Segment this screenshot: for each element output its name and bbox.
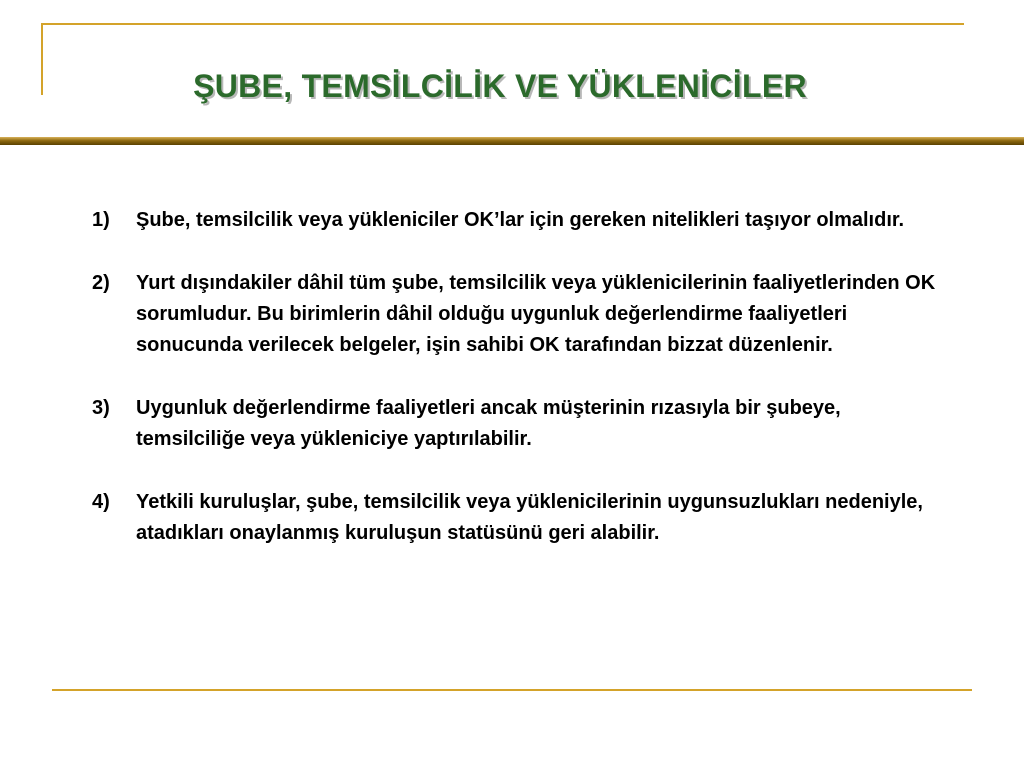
slide-title: ŞUBE, TEMSİLCİLİK VE YÜKLENİCİLER bbox=[193, 68, 807, 104]
corner-horizontal-line bbox=[41, 23, 964, 25]
list-item-1 bbox=[92, 205, 952, 236]
list-item-text: Yurt dışındakiler dâhil tüm şube, temsilcilik veya yüklenicilerinin faaliyetlerinden OK sorumludur. Bu birimlerin dâhil olduğu uygunluk değerlendirme faaliyetleri sonucunda verilecek belgeler, işin sahibi OK tarafından bizzat düzenlenir. bbox=[136, 272, 936, 356]
list-item-number: 3) bbox=[92, 397, 110, 419]
list-item-text: Uygunluk değerlendirme faaliyetleri ancak müşterinin rızasıyla bir şubeye, temsilciliğe veya yükleniciye yaptırılabilir. bbox=[136, 397, 841, 450]
list-item-number: 4) bbox=[92, 491, 110, 513]
list-item-2 bbox=[92, 268, 952, 361]
title-divider bbox=[0, 137, 1024, 145]
list-item-number: 1) bbox=[92, 209, 110, 231]
list-item-text: Yetkili kuruluşlar, şube, temsilcilik veya yüklenicilerinin uygunsuzlukları nedeniyle, atadıkları onaylanmış kuruluşun statüsünü geri alabilir. bbox=[136, 491, 923, 544]
list-item-3 bbox=[92, 393, 952, 455]
bottom-divider bbox=[52, 689, 972, 691]
list-item-text: Şube, temsilcilik veya yükleniciler OK’lar için gereken nitelikleri taşıyor olmalıdır. bbox=[136, 209, 905, 231]
item-list bbox=[92, 205, 952, 581]
list-item-4 bbox=[92, 487, 952, 549]
list-item-number: 2) bbox=[92, 272, 110, 294]
